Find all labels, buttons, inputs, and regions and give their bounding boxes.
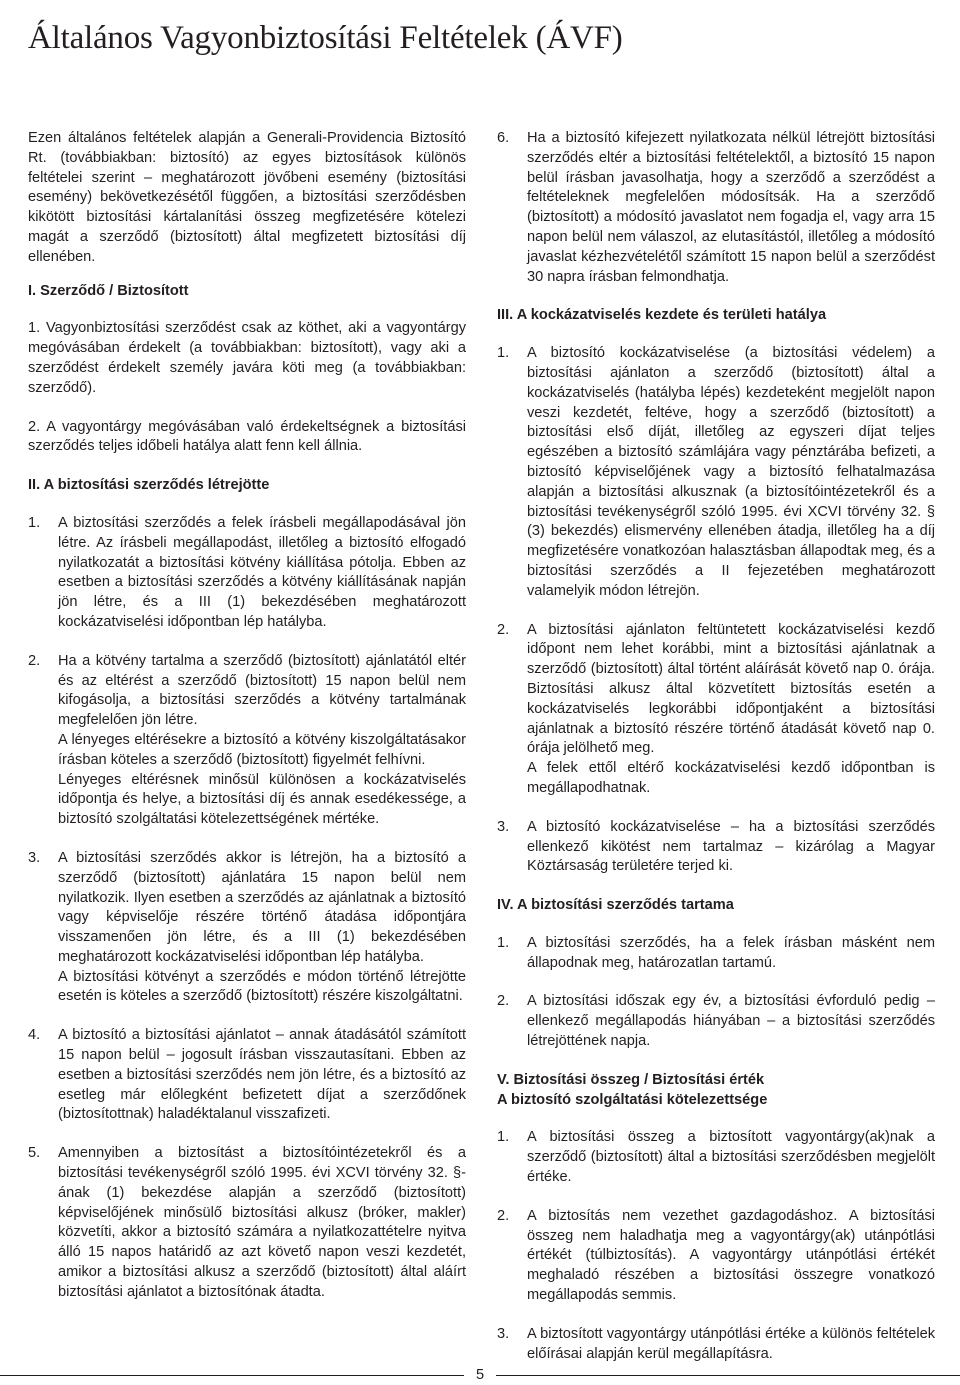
section2-item-4: [28, 1026, 466, 1125]
page-footer: [0, 1365, 960, 1385]
item-paragraph: A biztosítási szerződés, ha a felek írásban másként nem állapodnak meg, határozatlan tartamú.: [527, 934, 935, 971]
section2-item-1: [28, 514, 466, 633]
item-paragraph: A biztosítási szerződés akkor is létrejön, ha a biztosító a szerződő (biztosított) ajánlatára 15 napon belül nem nyilatkozik. Ilyen esetben a szerződés az ajánlatnak a biztosító vagy képviselője részére történő átadása időpontjára visszamenően jön létre, és a III (1) bekezdésében meghatározott kockázatviselési időpontban lép hatályba.: [58, 849, 466, 965]
intro-paragraph: Ezen általános feltételek alapján a Generali-Providencia Biztosító Rt. (továbbiakban: biztosító) az egyes biztosítások különös feltételei szerint – meghatározott jövőbeni esemény (biztosítási esemény) bekövetkezésétől függően, a biztosítási szerződésben kikötött biztosítási kártalanítási összeg megfizetésére kötelezi magát a szerződő (biztosított) által megfizetett biztosítási díj ellenében.: [28, 130, 466, 265]
item-number: 4.: [28, 1027, 41, 1044]
section2-item-5: [28, 1144, 466, 1302]
item-paragraph: A biztosító kockázatviselése – ha a biztosítási szerződés ellenkező kikötést nem tartalmaz – kizárólag a Magyar Köztársaság területére terjed ki.: [527, 818, 935, 875]
item-number: 1.: [497, 1129, 510, 1146]
page-title: Általános Vagyonbiztosítási Feltételek (ÁVF): [28, 20, 623, 56]
section2-item-2: [28, 652, 466, 830]
item-paragraph: A biztosítási ajánlaton feltüntetett kockázatviselési kezdő időpont nem lehet korábbi, mint a biztosítási ajánlatnak a szerződő (biztosított) által történt aláírását követő nap 0. órája. Biztosítási alkusz által közvetített biztosítás esetén a kockázatviselés legkorábbi időpontjaként a biztosítási ajánlatnak a biztosító részére történő átadását követő nap 0. órája jelölhető meg.: [527, 621, 935, 757]
section5-item-2: [497, 1207, 935, 1306]
item-paragraph: Lényeges eltérésnek minősül különösen a kockázatviselés időpontja és helye, a biztosítási díj és annak esedékessége, a biztosító szolgáltatási kötelezettségének mértéke.: [58, 771, 466, 828]
item-paragraph: A biztosító kockázatviselése (a biztosítási védelem) a biztosítási ajánlaton a szerződő (biztosított) által a kockázatviselés (hatályba lépés) kezdeteként megjelölt napon veszi kezdetét, feltéve, hogy a szerződő (biztosított) a biztosítási első díját, illetőleg az egyszeri díjat teljes egészében a biztosító számlájára vagy pénztárába befizeti, a biztosító képviselőjének vagy a biztosító felhatalmazása alapján a biztosítási alkusznak (a biztosítóintézetekről és a biztosítási tevékenységről szóló 1995. évi XCVI törvény 32. § (3) bekezdés) elismervény ellenében átadja, illetőleg ha a díj megfizetésére vonatkozóan halasztásban állapodtak meg, és a biztosítási szerződés a II fejezetében meghatározott valamelyik módon létrejön.: [527, 345, 935, 599]
section2-item-3: [28, 849, 466, 1007]
footer-rule-right: [496, 1375, 960, 1376]
item-number: 1.: [28, 514, 41, 531]
section-heading-5-line-1: V. Biztosítási összeg / Biztosítási érték: [497, 1071, 765, 1088]
item-paragraph: Amennyiben a biztosítást a biztosítóintézetekről és a biztosítási tevékenységről szóló 1995. évi XCVI törvény 32. §-ának (1) bekezdése alapján a szerződő (biztosított) képviselőjének minősülő biztosítási alkusz (bróker, makler) közvetíti, akkor a biztosító számára a nyilatkozattételre nyitva álló 15 napos határidő az azt követő napon veszi kezdetét, amikor a biztosítási alkusz a szerződő (biztosított) által aláírt biztosítási ajánlatot a biztosítónak átadta.: [58, 1145, 466, 1300]
section-heading-5-line-2: A biztosító szolgáltatási kötelezettsége: [497, 1091, 768, 1108]
item-number: 2.: [28, 652, 41, 669]
section4-item-2: [497, 992, 935, 1051]
right-column: [497, 129, 935, 1383]
item-paragraph: A biztosított vagyontárgy utánpótlási értéke a különös feltételek előírásai alapján kerül megállapításra.: [527, 1325, 935, 1362]
item-paragraph: A felek ettől eltérő kockázatviselési kezdő időpontban is megállapodhatnak.: [527, 760, 935, 796]
item-paragraph: A biztosítási szerződés a felek írásbeli megállapodásával jön létre. Az írásbeli megállapodást, illetőleg a biztosító elfogadó nyilatkozatát a biztosítási kötvény kiállítása pótolja. Ebben az esetben a biztosítási szerződés a kötvény kiállításának napján jön létre, és a III (1) bekezdésében meghatározott kockázatviselési időpontban lép hatályba.: [58, 514, 466, 630]
item-number: 5.: [28, 1145, 41, 1162]
section2-item-6: [497, 129, 935, 287]
item-paragraph: A biztosító a biztosítási ajánlatot – annak átadásától számított 15 napon belül – jogosult írásban visszautasítani. Ebben az esetben a biztosítási szerződés nem jön létre, és a biztosító az esetleg már előlegként befizetett díjat a szerződőnek (biztosítottnak) haladéktalanul visszafizeti.: [58, 1027, 466, 1123]
section-heading-5: [497, 1071, 935, 1111]
item-paragraph: Ha a biztosító kifejezett nyilatkozata nélkül létrejött biztosítási szerződés eltér a biztosítási feltételektől, a biztosító 15 napon belül írásban javasolhatja, hogy a szerződő a szerződést a feltételeknek megfelelően módosítsák. Ha a szerződő (biztosított) a módosító javaslatot nem fogadja el, vagy arra 15 napon belül nem válaszol, az elutasítástól, illetőleg a módosító javaslat kézhezvételétől számított 15 napon belül a szerződést 30 napra írásban felmondhatja.: [527, 130, 935, 285]
item-paragraph: A biztosítási időszak egy év, a biztosítási évforduló pedig – ellenkező megállapodás hiányában – a biztosítási szerződés létrejöttének napja.: [527, 993, 935, 1050]
page-number: 5: [475, 1367, 485, 1383]
item-number: 3.: [497, 818, 510, 835]
left-column: [28, 129, 466, 1322]
item-paragraph: A biztosítási összeg a biztosított vagyontárgy(ak)nak a szerződő (biztosított) által a biztosítási szerződésben megjelölt értéke.: [527, 1129, 935, 1186]
item-number: 2.: [497, 993, 510, 1010]
section1-paragraph-2: 2. A vagyontárgy megóvásában való érdekeltségnek a biztosítási szerződés teljes időbeli hatálya alatt fenn kell állnia.: [28, 418, 466, 455]
section-heading-3: III. A kockázatviselés kezdete és területi hatálya: [497, 307, 827, 324]
item-number: 1.: [497, 934, 510, 951]
item-number: 3.: [497, 1325, 510, 1342]
section-heading-1: I. Szerződő / Biztosított: [28, 282, 189, 299]
section5-item-1: [497, 1128, 935, 1187]
item-paragraph: A lényeges eltérésekre a biztosító a kötvény kiszolgáltatásakor írásban köteles a szerződő (biztosított) figyelmét felhívni.: [58, 731, 466, 768]
footer-rule-left: [0, 1375, 464, 1376]
section3-item-2: [497, 621, 935, 799]
section4-item-1: [497, 934, 935, 974]
section3-item-1: [497, 344, 935, 601]
item-paragraph: A biztosítási kötvényt a szerződés e módon történő létrejötte esetén is köteles a szerződő (biztosított) részére kiszolgáltatni.: [58, 968, 466, 1005]
item-number: 2.: [497, 1207, 510, 1224]
item-number: 6.: [497, 130, 510, 146]
section-heading-2: II. A biztosítási szerződés létrejötte: [28, 477, 270, 494]
section5-item-3: [497, 1325, 935, 1365]
item-paragraph: Ha a kötvény tartalma a szerződő (biztosított) ajánlatától eltér és az eltérést a szerződő (biztosított) 15 napon belül nem kifogásolja, a biztosítási szerződés a kötvény tartalmának megfelelően jön létre.: [58, 652, 466, 729]
section3-item-3: [497, 818, 935, 877]
item-number: 1.: [497, 345, 510, 362]
section-heading-4: IV. A biztosítási szerződés tartama: [497, 897, 734, 914]
item-number: 2.: [497, 621, 510, 638]
section1-paragraph-1: 1. Vagyonbiztosítási szerződést csak az köthet, aki a vagyontárgy megóvásában érdekelt (a továbbiakban: biztosított), vagy aki a szerződést érdekelt személy javára köti meg (a továbbiakban: szerződő).: [28, 320, 466, 396]
item-number: 3.: [28, 849, 41, 866]
item-paragraph: A biztosítás nem vezethet gazdagodáshoz. A biztosítási összeg nem haladhatja meg a vagyontárgy(ak) utánpótlási értékét (túlbiztosítás). A vagyontárgy utánpótlási értékét meghaladó részében a biztosítási összegre vonatkozó megállapodás semmis.: [527, 1207, 935, 1304]
